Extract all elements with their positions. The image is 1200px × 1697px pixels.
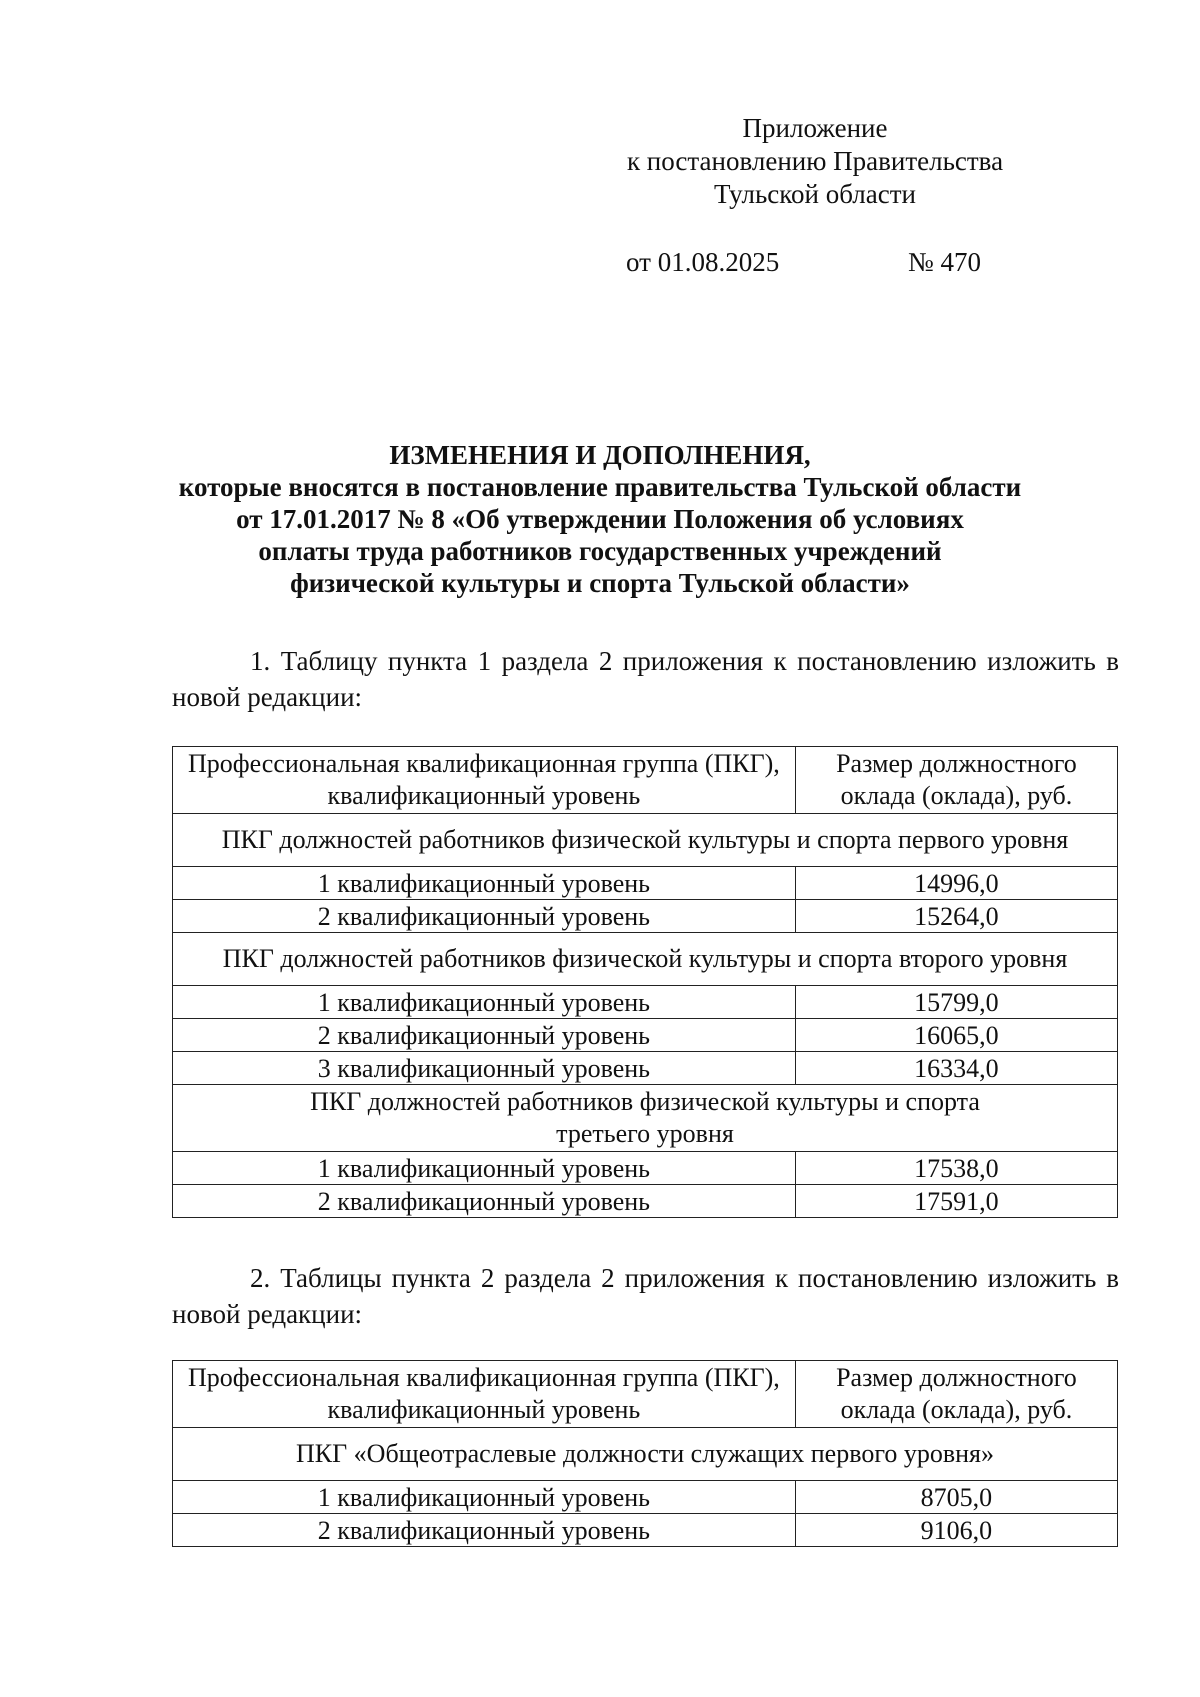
attachment-line: к постановлению Правительства bbox=[626, 146, 1004, 176]
salary-cell: 16334,0 bbox=[795, 1052, 1117, 1085]
group-title: ПКГ «Общеотраслевые должности служащих первого уровня» bbox=[173, 1428, 1118, 1481]
group-row bbox=[173, 933, 1118, 986]
header-cell-group: Профессиональная квалификационная группа (ПКГ), квалификационный уровень bbox=[173, 1361, 796, 1428]
group-title: ПКГ должностей работников физической культуры и спорта второго уровня bbox=[173, 933, 1118, 986]
level-cell: 1 квалификационный уровень bbox=[173, 867, 796, 900]
salary-cell: 17538,0 bbox=[795, 1152, 1117, 1185]
table-row bbox=[173, 1152, 1118, 1185]
table-header-row bbox=[173, 1361, 1118, 1428]
title-line: оплаты труда работников государственных учреждений bbox=[258, 536, 942, 566]
salary-table-1 bbox=[172, 746, 1118, 1218]
paragraph-2: 2. Таблицы пункта 2 раздела 2 приложения к постановлению изложить в новой редакции: bbox=[172, 1263, 1119, 1329]
group-title: ПКГ должностей работников физической культуры и спорта первого уровня bbox=[173, 814, 1118, 867]
level-cell: 1 квалификационный уровень bbox=[173, 986, 796, 1019]
salary-table-2 bbox=[172, 1360, 1118, 1547]
level-cell: 1 квалификационный уровень bbox=[173, 1152, 796, 1185]
table-row bbox=[173, 1185, 1118, 1218]
title-line: которые вносятся в постановление правительства Тульской области bbox=[178, 472, 1022, 502]
table-row bbox=[173, 867, 1118, 900]
title-line: ИЗМЕНЕНИЯ И ДОПОЛНЕНИЯ, bbox=[389, 440, 811, 470]
level-cell: 2 квалификационный уровень bbox=[173, 900, 796, 933]
paragraph-1: 1. Таблицу пункта 1 раздела 2 приложения к постановлению изложить в новой редакции: bbox=[172, 646, 1119, 712]
title-line: от 17.01.2017 № 8 «Об утверждении Положения об условиях bbox=[236, 504, 964, 534]
group-title: ПКГ должностей работников физической культуры и спорта третьего уровня bbox=[173, 1085, 1118, 1152]
header-cell-group: Профессиональная квалификационная группа (ПКГ), квалификационный уровень bbox=[173, 747, 796, 814]
resolution-number: № 470 bbox=[908, 247, 982, 277]
group-row bbox=[173, 814, 1118, 867]
document-title bbox=[150, 439, 1050, 599]
table-row bbox=[173, 1481, 1118, 1514]
table-row bbox=[173, 1514, 1118, 1547]
table-row bbox=[173, 1019, 1118, 1052]
table-row bbox=[173, 986, 1118, 1019]
level-cell: 1 квалификационный уровень bbox=[173, 1481, 796, 1514]
level-cell: 2 квалификационный уровень bbox=[173, 1019, 796, 1052]
salary-cell: 16065,0 bbox=[795, 1019, 1117, 1052]
salary-cell: 8705,0 bbox=[795, 1481, 1117, 1514]
table-row bbox=[173, 900, 1118, 933]
header-cell-salary: Размер должностного оклада (оклада), руб. bbox=[795, 747, 1117, 814]
table-row bbox=[173, 1052, 1118, 1085]
resolution-date: от 01.08.2025 bbox=[626, 247, 780, 277]
salary-cell: 9106,0 bbox=[795, 1514, 1117, 1547]
attachment-line: Приложение bbox=[742, 113, 888, 143]
level-cell: 3 квалификационный уровень bbox=[173, 1052, 796, 1085]
group-row bbox=[173, 1428, 1118, 1481]
header-cell-salary: Размер должностного оклада (оклада), руб. bbox=[795, 1361, 1117, 1428]
salary-cell: 14996,0 bbox=[795, 867, 1117, 900]
attachment-header bbox=[600, 112, 1030, 211]
level-cell: 2 квалификационный уровень bbox=[173, 1514, 796, 1547]
salary-cell: 17591,0 bbox=[795, 1185, 1117, 1218]
attachment-line: Тульской области bbox=[714, 179, 916, 209]
table-header-row bbox=[173, 747, 1118, 814]
group-row bbox=[173, 1085, 1118, 1152]
level-cell: 2 квалификационный уровень bbox=[173, 1185, 796, 1218]
salary-cell: 15264,0 bbox=[795, 900, 1117, 933]
title-line: физической культуры и спорта Тульской области» bbox=[290, 568, 910, 598]
salary-cell: 15799,0 bbox=[795, 986, 1117, 1019]
